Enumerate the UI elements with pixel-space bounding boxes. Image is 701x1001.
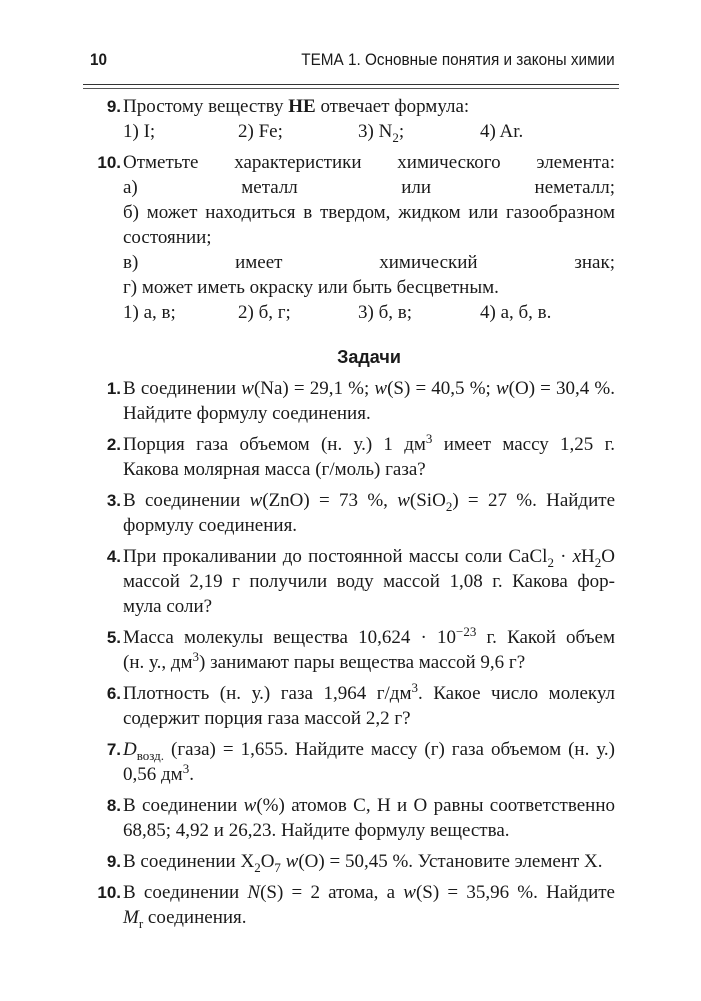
subscript: 7 [274, 860, 281, 875]
task-item [97, 880, 615, 931]
task-text-line: В соединении $X_2O_7$ w(O) = 50,45 %. Установите элемент X. [123, 851, 603, 875]
bold-text: НЕ [288, 96, 316, 117]
answer-option: 1) I; [123, 121, 156, 142]
italic-symbol: w [403, 882, 416, 903]
superscript: 3 [192, 649, 200, 664]
task-number: 5. [106, 628, 121, 647]
question-text-line: б) может находиться в твердом, жидком или газообразном [123, 202, 615, 223]
answer-option: 4) а, б, в. [480, 302, 552, 323]
task-text-line: мула соли? [123, 596, 213, 617]
task-number: 8. [106, 796, 121, 815]
superscript: 3 [411, 680, 418, 695]
task-number: 9. [106, 852, 121, 871]
subscript: возд. [136, 748, 165, 763]
superscript: −23 [456, 624, 477, 639]
subscript: 2 [547, 555, 554, 570]
question-number: 10. [97, 153, 121, 172]
task-text-line: Найдите формулу соединения. [123, 403, 371, 424]
task-text-line: В соединении w(%) атомов C, H и O равны соответственно [123, 795, 615, 816]
task-text-line: $M_r$ соединения. [123, 907, 247, 931]
task-text-line: $D_{возд.}$ (газа) = 1,655. Найдите массу (г) газа объемом (н. у.) [123, 739, 615, 763]
answer-option: 3) б, в; [358, 302, 412, 323]
question-text-line: Простому веществу НЕ отвечает формула: [123, 96, 470, 117]
task-text-line: 0,56 $дм^3$. [123, 761, 194, 785]
task-text-line: массой 2,19 г получили воду массой 1,08 г. Какова фор- [123, 571, 615, 592]
italic-symbol: x [572, 546, 582, 567]
section-title: Задачи [337, 347, 401, 367]
italic-symbol: w [495, 378, 509, 399]
page-content [97, 88, 616, 931]
italic-symbol: D [123, 739, 137, 760]
superscript: 3 [182, 761, 190, 776]
task-text-line: При прокаливании до постоянной массы соли CaCl$_2$ · $xH_2O$ [123, 546, 616, 570]
task-text-line: В соединении N(S) = 2 атома, а w(S) = 35,96 %. Найдите [123, 882, 615, 903]
task-item [106, 624, 615, 675]
italic-symbol: w [241, 378, 254, 399]
task-text-line: Плотность (н. у.) газа 1,964 $г/дм^3$. Какое число молекул [123, 680, 615, 704]
task-text-line: формулу соединения. [123, 515, 298, 536]
question-text-line: а) металл или неметалл; [123, 177, 615, 198]
italic-symbol: w [374, 378, 388, 399]
question-item [106, 94, 615, 145]
test-questions [97, 94, 615, 325]
task-text-line: В соединении w(Na) = 29,1 %; w(S) = 40,5 %; w(O) = 30,4 %. [123, 378, 615, 399]
running-header [90, 50, 615, 74]
italic-symbol: w [243, 795, 257, 816]
task-text-line: Порция газа объемом (н. у.) 1 $дм^3$ имеет массу 1,25 г. [123, 431, 615, 455]
italic-symbol: N [247, 882, 261, 903]
subscript: 2 [445, 499, 453, 514]
task-text-line: Какова молярная масса (г/моль) газа? [123, 459, 426, 480]
task-list [97, 376, 616, 931]
task-number: 4. [106, 547, 121, 566]
answer-option: 3) $N_2$; [358, 121, 405, 145]
answer-option: 2) Fe; [238, 121, 283, 142]
task-item [106, 849, 615, 875]
page-number: 10 [90, 50, 108, 69]
italic-symbol: w [397, 490, 410, 511]
task-item [106, 488, 616, 538]
task-text-line: содержит порция газа массой 2,2 г? [123, 708, 411, 729]
task-number: 3. [106, 491, 121, 510]
question-text-line: состоянии; [123, 227, 212, 248]
task-text-line: В соединении w(ZnO) = 73 %, w(SiO$_2$) = 27 %. Найдите [123, 490, 616, 514]
task-number: 1. [106, 379, 121, 398]
italic-symbol: w [249, 490, 263, 511]
task-number: 2. [106, 435, 121, 454]
subscript: 2 [594, 555, 602, 570]
question-text-line: г) может иметь окраску или быть бесцветным. [123, 277, 499, 298]
task-number: 10. [97, 883, 121, 902]
question-text-line: Отметьте характеристики химического элемента: [123, 152, 615, 173]
answer-options [123, 300, 615, 325]
task-item [106, 544, 616, 619]
task-item [106, 376, 615, 426]
italic-symbol: M [123, 907, 139, 928]
answer-option: 4) Ar. [480, 121, 524, 142]
question-item [97, 150, 615, 325]
task-item [106, 431, 615, 482]
task-number: 6. [106, 684, 121, 703]
task-item [106, 680, 615, 731]
header-rule [83, 84, 619, 85]
task-text-line: Масса молекулы вещества $10,624 \cdot 10^{-23}$ г. Какой объем [123, 624, 615, 648]
task-text-line: 68,85; 4,92 и 26,23. Найдите формулу вещества. [123, 820, 510, 841]
task-item [106, 793, 615, 843]
subscript: r [138, 916, 144, 931]
superscript: 3 [425, 431, 433, 446]
italic-symbol: w [285, 851, 299, 872]
question-text-line: в) имеет химический знак; [123, 252, 615, 273]
subscript: 2 [254, 860, 261, 875]
task-number: 7. [106, 740, 121, 759]
question-number: 9. [106, 97, 121, 116]
header-title: ТЕМА 1. Основные понятия и законы химии [301, 50, 615, 69]
task-item [106, 737, 615, 787]
answer-options [123, 119, 615, 144]
answer-option: 2) б, г; [238, 302, 291, 323]
answer-option: 1) а, в; [123, 302, 176, 323]
subscript: 2 [392, 130, 399, 145]
task-text-line: (н. у., $дм^3$) занимают пары вещества массой 9,6 г? [123, 649, 526, 673]
